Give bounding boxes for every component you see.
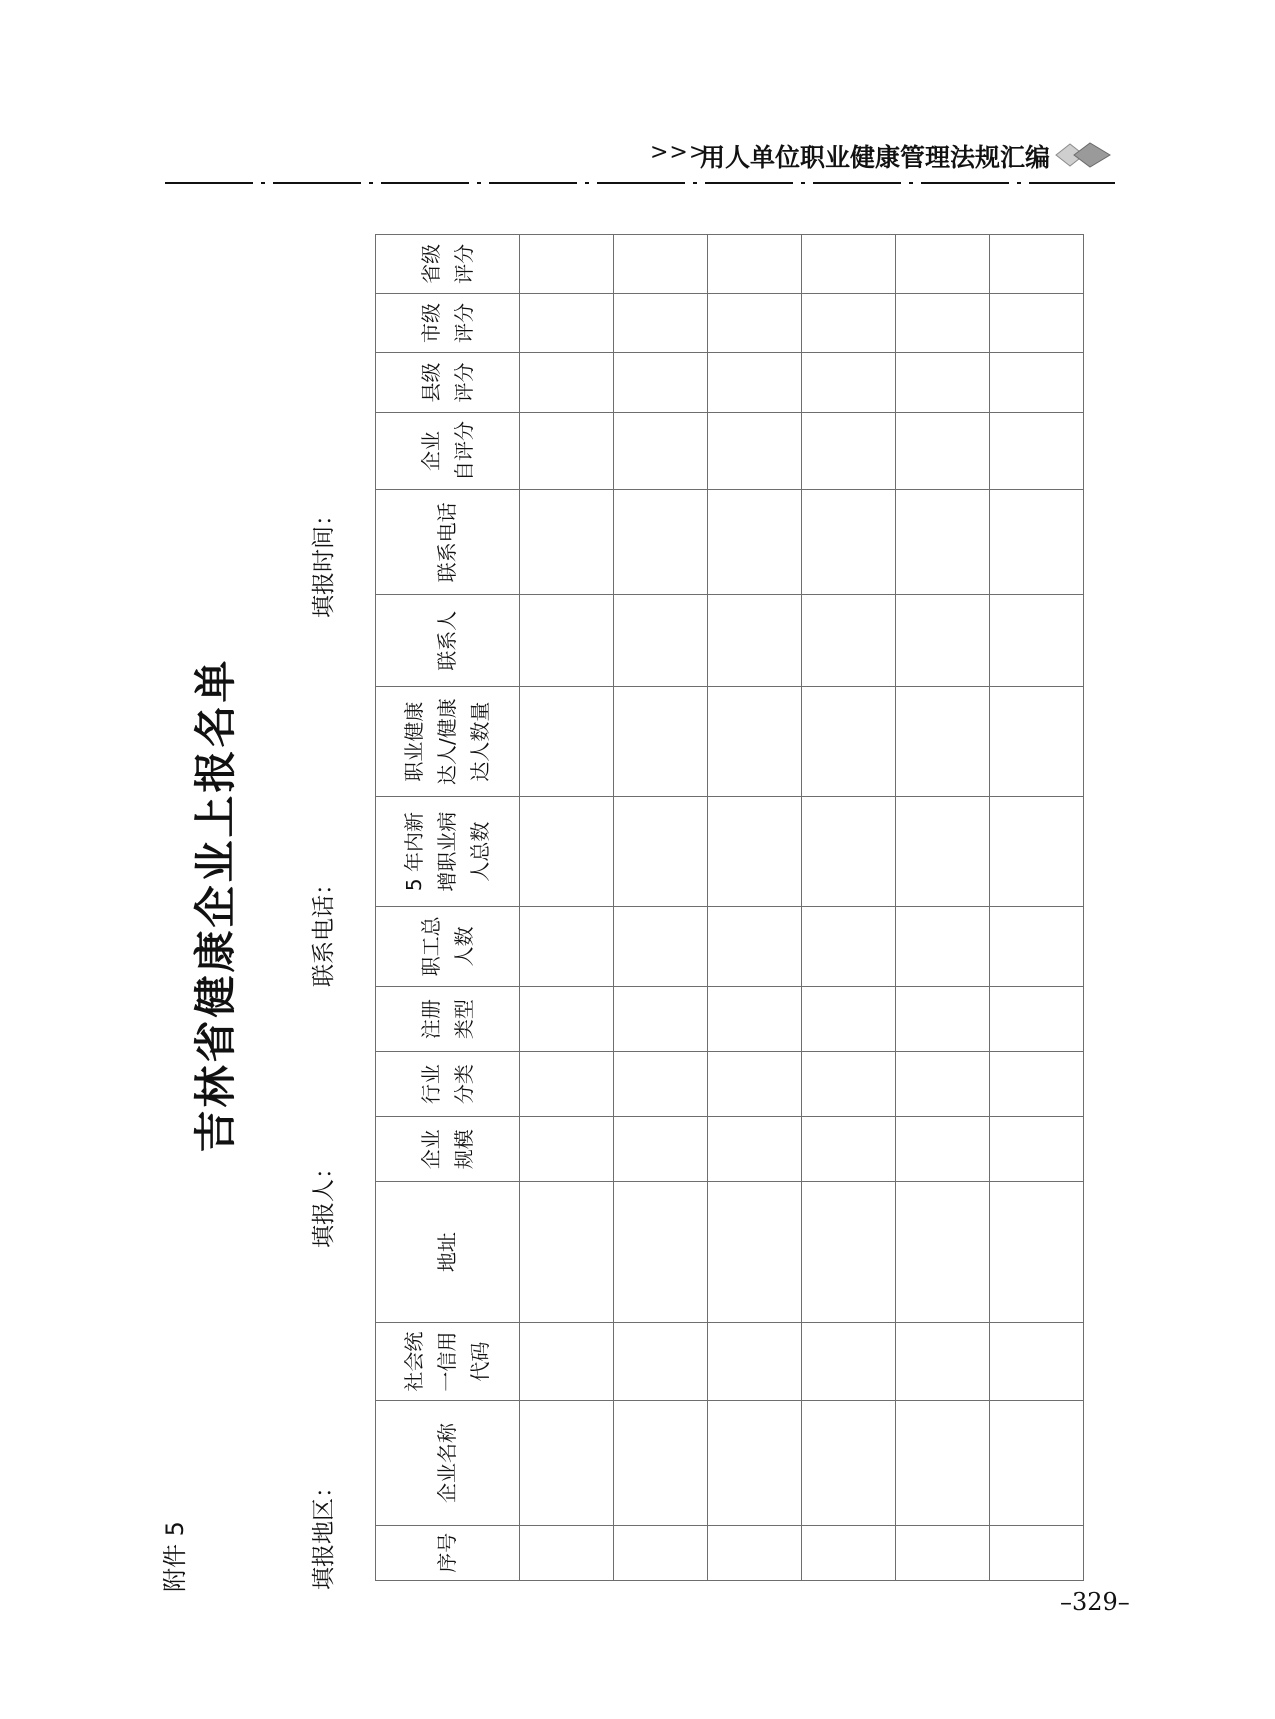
table-cell[interactable] — [990, 986, 1084, 1052]
header-rule — [165, 180, 1115, 186]
table-cell[interactable] — [990, 595, 1084, 687]
table-cell[interactable] — [896, 412, 990, 490]
form-title: 吉林省健康企业上报名单 — [191, 657, 240, 1153]
col-header-seq: 序号 — [376, 1525, 520, 1580]
table-cell[interactable] — [802, 1116, 896, 1182]
col-header-city-score: 市级 评分 — [376, 293, 520, 353]
time-label: 填报时间： — [311, 503, 337, 618]
table-cell[interactable] — [802, 1052, 896, 1117]
table-cell[interactable] — [896, 1525, 990, 1580]
table-cell[interactable] — [896, 1401, 990, 1525]
col-header-contact-person: 联系人 — [376, 595, 520, 687]
col-header-scale: 企业 规模 — [376, 1116, 520, 1182]
table-cell[interactable] — [614, 1116, 708, 1182]
col-header-new-disease-cases: 5 年内新 增职业病 人总数 — [376, 797, 520, 907]
table-cell[interactable] — [520, 490, 614, 595]
table-cell[interactable] — [708, 986, 802, 1052]
table-cell[interactable] — [708, 235, 802, 294]
col-header-contact-phone: 联系电话 — [376, 490, 520, 595]
table-cell[interactable] — [802, 1525, 896, 1580]
table-cell[interactable] — [708, 353, 802, 413]
table-cell[interactable] — [708, 687, 802, 797]
table-cell[interactable] — [990, 687, 1084, 797]
table-cell[interactable] — [520, 235, 614, 294]
table-cell[interactable] — [990, 1322, 1084, 1401]
table-cell[interactable] — [520, 1052, 614, 1117]
filler-label: 填报人： — [311, 1156, 337, 1248]
table-cell[interactable] — [802, 490, 896, 595]
col-header-province-score: 省级 评分 — [376, 235, 520, 294]
table-cell[interactable] — [990, 235, 1084, 294]
table-cell[interactable] — [708, 490, 802, 595]
table-row — [896, 235, 990, 1581]
table-cell[interactable] — [896, 1182, 990, 1322]
table-cell[interactable] — [520, 353, 614, 413]
table-cell[interactable] — [990, 907, 1084, 987]
table-cell[interactable] — [896, 1116, 990, 1182]
table-row — [614, 235, 708, 1581]
table-cell[interactable] — [802, 595, 896, 687]
col-header-company-name: 企业名称 — [376, 1401, 520, 1525]
table-cell[interactable] — [896, 353, 990, 413]
col-header-registration-type: 注册 类型 — [376, 986, 520, 1052]
table-cell[interactable] — [708, 1525, 802, 1580]
table-cell[interactable] — [896, 907, 990, 987]
col-header-total-staff: 职工总 人数 — [376, 907, 520, 987]
table-cell[interactable] — [520, 1401, 614, 1525]
table-cell[interactable] — [520, 1182, 614, 1322]
table-cell[interactable] — [614, 1525, 708, 1580]
table-cell[interactable] — [614, 490, 708, 595]
table-cell[interactable] — [708, 293, 802, 353]
table-cell[interactable] — [802, 687, 896, 797]
table-cell[interactable] — [802, 235, 896, 294]
table-cell[interactable] — [802, 1322, 896, 1401]
region-label: 填报地区： — [311, 1475, 337, 1590]
table-cell[interactable] — [896, 490, 990, 595]
table-cell[interactable] — [990, 797, 1084, 907]
table-cell[interactable] — [708, 1116, 802, 1182]
col-header-credit-code: 社会统 一信用 代码 — [376, 1322, 520, 1401]
table-cell[interactable] — [614, 353, 708, 413]
rotated-form-page — [155, 200, 1095, 1610]
table-cell[interactable] — [990, 490, 1084, 595]
table-cell[interactable] — [708, 412, 802, 490]
table-cell[interactable] — [520, 1525, 614, 1580]
diamond-ornament-icon — [1054, 140, 1112, 170]
attachment-label: 附件 5 — [161, 1521, 189, 1592]
col-header-address: 地址 — [376, 1182, 520, 1322]
table-cell[interactable] — [614, 986, 708, 1052]
table-cell[interactable] — [520, 1116, 614, 1182]
table-cell[interactable] — [614, 1182, 708, 1322]
table-cell[interactable] — [708, 907, 802, 987]
table-row — [520, 235, 614, 1581]
table-cell[interactable] — [990, 1116, 1084, 1182]
table-cell[interactable] — [990, 1401, 1084, 1525]
table-cell[interactable] — [896, 797, 990, 907]
table-row — [990, 235, 1084, 1581]
table-cell[interactable] — [802, 797, 896, 907]
running-header — [650, 138, 1120, 178]
table-row — [708, 235, 802, 1581]
report-table — [375, 234, 1084, 1581]
table-cell[interactable] — [896, 687, 990, 797]
col-header-self-score: 企业 自评分 — [376, 412, 520, 490]
table-cell[interactable] — [520, 687, 614, 797]
header-chevrons: >>> — [650, 140, 709, 165]
table-cell[interactable] — [614, 293, 708, 353]
table-cell[interactable] — [520, 595, 614, 687]
table-cell[interactable] — [802, 907, 896, 987]
table-cell[interactable] — [896, 986, 990, 1052]
table-cell[interactable] — [708, 1322, 802, 1401]
table-cell[interactable] — [614, 412, 708, 490]
table-cell[interactable] — [520, 412, 614, 490]
table-cell[interactable] — [990, 293, 1084, 353]
table-cell[interactable] — [708, 1052, 802, 1117]
table-cell[interactable] — [802, 412, 896, 490]
table-cell[interactable] — [614, 1052, 708, 1117]
table-cell[interactable] — [614, 797, 708, 907]
table-cell[interactable] — [614, 1401, 708, 1525]
table-cell[interactable] — [520, 907, 614, 987]
table-cell[interactable] — [708, 797, 802, 907]
phone-label: 联系电话： — [311, 872, 337, 987]
table-cell[interactable] — [896, 293, 990, 353]
table-cell[interactable] — [614, 595, 708, 687]
table-cell[interactable] — [990, 412, 1084, 490]
table-cell[interactable] — [802, 1182, 896, 1322]
table-cell[interactable] — [708, 595, 802, 687]
table-cell[interactable] — [802, 986, 896, 1052]
table-row — [802, 235, 896, 1581]
table-cell[interactable] — [990, 1182, 1084, 1322]
table-cell[interactable] — [614, 907, 708, 987]
table-body — [520, 235, 1084, 1581]
table-cell[interactable] — [990, 353, 1084, 413]
table-cell[interactable] — [990, 1525, 1084, 1580]
table-cell[interactable] — [614, 1322, 708, 1401]
table-header-row — [376, 235, 520, 1581]
table-cell[interactable] — [520, 1322, 614, 1401]
col-header-industry: 行业 分类 — [376, 1052, 520, 1117]
table-cell[interactable] — [520, 986, 614, 1052]
table-cell[interactable] — [520, 797, 614, 907]
table-cell[interactable] — [990, 1052, 1084, 1117]
table-cell[interactable] — [520, 293, 614, 353]
table-cell[interactable] — [802, 353, 896, 413]
header-title: 用人单位职业健康管理法规汇编 — [700, 143, 1051, 172]
table-cell[interactable] — [896, 1322, 990, 1401]
table-cell[interactable] — [896, 595, 990, 687]
page-number: –329– — [1060, 1588, 1130, 1616]
table-cell[interactable] — [708, 1182, 802, 1322]
table-cell[interactable] — [614, 687, 708, 797]
table-cell[interactable] — [802, 293, 896, 353]
col-header-health-champions: 职业健康 达人/健康 达人数量 — [376, 687, 520, 797]
table-cell[interactable] — [708, 1401, 802, 1525]
col-header-county-score: 县级 评分 — [376, 353, 520, 413]
table-cell[interactable] — [896, 1052, 990, 1117]
table-cell[interactable] — [896, 235, 990, 294]
table-cell[interactable] — [614, 235, 708, 294]
table-cell[interactable] — [802, 1401, 896, 1525]
